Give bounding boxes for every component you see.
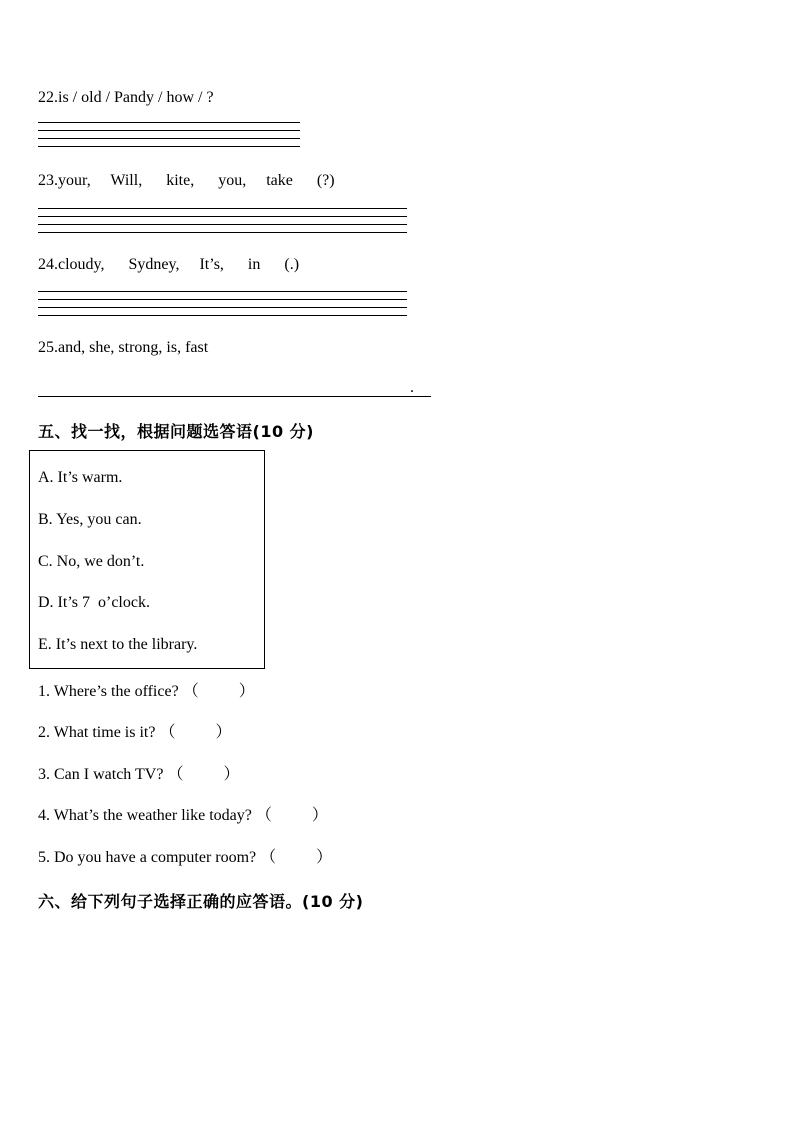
answer-blank[interactable]: （ ） xyxy=(167,766,240,783)
answer-lines-24[interactable] xyxy=(38,291,407,323)
answer-blank[interactable]: （ ） xyxy=(182,683,255,700)
match-question-4 xyxy=(38,806,328,826)
match-question-3 xyxy=(38,765,239,785)
option-e: E. It’s next to the library. xyxy=(38,636,198,653)
section-5-heading: 五、找一找，根据问题选答语(10 分) xyxy=(38,422,314,441)
question-text: and, she, strong, is, fast xyxy=(58,339,209,356)
question-text: is / old / Pandy / how / ? xyxy=(58,89,214,106)
question-22 xyxy=(38,88,214,108)
match-question-5 xyxy=(38,848,332,868)
answer-lines-23[interactable] xyxy=(38,208,407,240)
answer-line-25[interactable] xyxy=(38,396,431,397)
answer-blank[interactable]: （ ） xyxy=(159,724,232,741)
match-question-1 xyxy=(38,682,255,702)
match-question-2 xyxy=(38,723,231,743)
question-number: 24. xyxy=(38,256,58,273)
question-text: 4. What’s the weather like today? xyxy=(38,807,252,824)
option-c: C. No, we don’t. xyxy=(38,553,145,570)
question-text: cloudy, Sydney, It’s, in (.) xyxy=(58,256,300,273)
question-text: 3. Can I watch TV? xyxy=(38,766,164,783)
answer-lines-22[interactable] xyxy=(38,122,300,154)
question-23 xyxy=(38,171,335,191)
answer-blank[interactable]: （ ） xyxy=(255,807,328,824)
question-25 xyxy=(38,338,208,358)
question-text: 2. What time is it? xyxy=(38,724,156,741)
option-b: B. Yes, you can. xyxy=(38,511,142,528)
question-text: 5. Do you have a computer room? xyxy=(38,849,257,866)
question-number: 23. xyxy=(38,172,58,189)
question-number: 22. xyxy=(38,89,58,106)
option-a: A. It’s warm. xyxy=(38,469,123,486)
end-period: . xyxy=(410,379,414,396)
options-box xyxy=(29,450,265,669)
question-number: 25. xyxy=(38,339,58,356)
section-6-heading: 六、给下列句子选择正确的应答语。(10 分) xyxy=(38,892,364,911)
question-24 xyxy=(38,255,299,275)
question-text: your, Will, kite, you, take (?) xyxy=(58,172,335,189)
question-text: 1. Where’s the office? xyxy=(38,683,179,700)
answer-blank[interactable]: （ ） xyxy=(260,849,333,866)
option-d: D. It’s 7 o’clock. xyxy=(38,594,150,611)
